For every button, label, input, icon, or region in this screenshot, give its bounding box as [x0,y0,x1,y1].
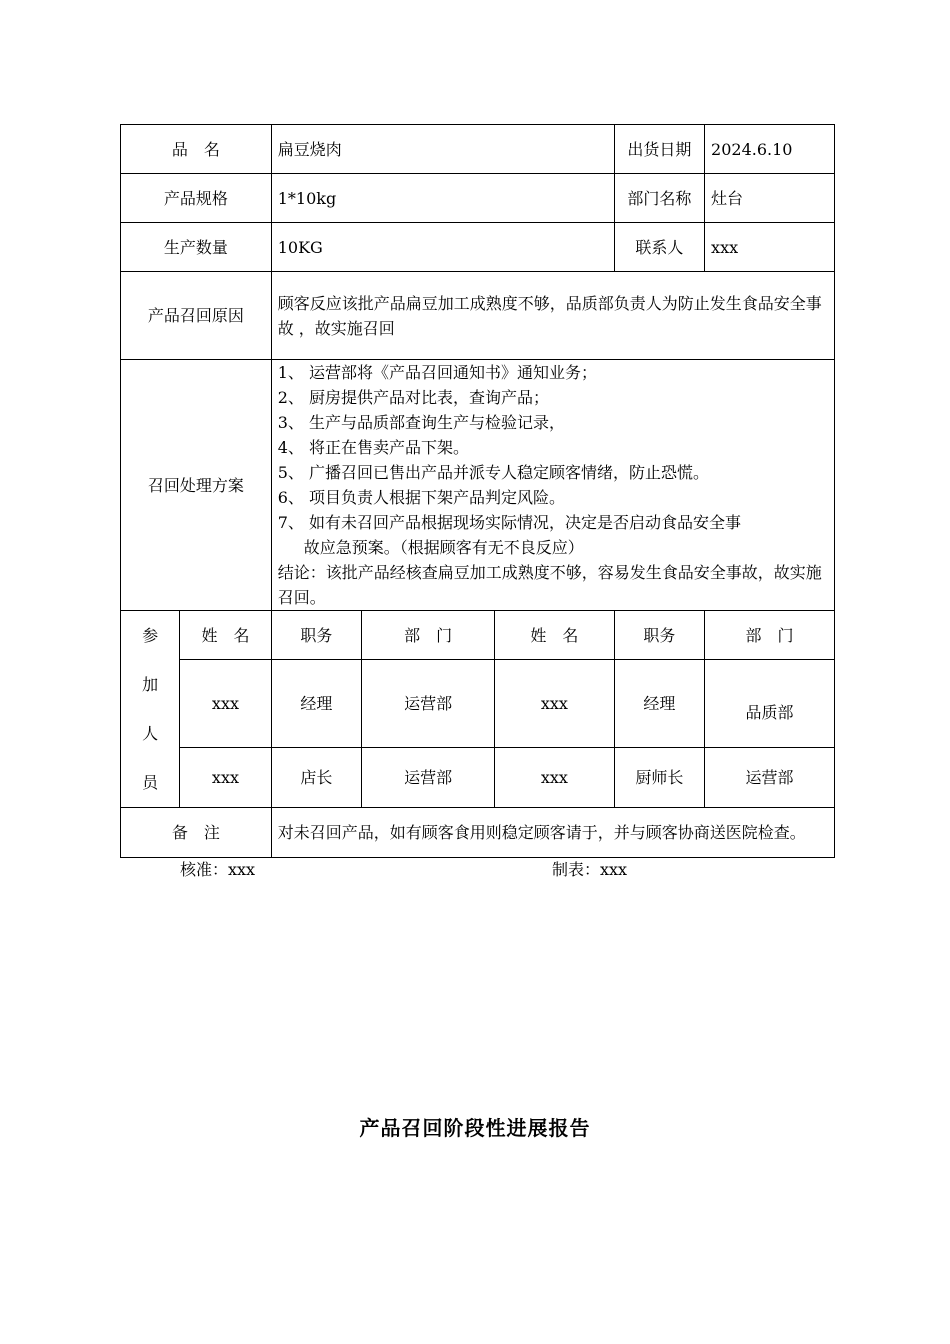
participant-department: 运营部 [362,660,495,747]
participants-row [121,660,835,747]
footer-approver: 核准：xxx [180,860,256,879]
header-name-1: 姓 名 [180,611,271,660]
row-spec [121,174,835,223]
participants-char-4: 员 [142,773,159,792]
participant-department: 运营部 [362,747,495,807]
label-spec: 产品规格 [121,174,272,223]
value-quantity: 10KG [271,223,614,272]
plan-step-1: 1、 运营部将《产品召回通知书》通知业务； [277,363,597,382]
value-recall-reason: 顾客反应该批产品扁豆加工成熟度不够，品质部负责人为防止发生食品安全事故 ，故实施召回 [271,272,834,360]
value-spec: 1*10kg [271,174,614,223]
row-recall-reason [121,272,835,360]
plan-step-4: 4、 将正在售卖产品下架。 [277,438,469,457]
plan-step-3: 3、 生产与品质部查询生产与检验记录， [277,413,565,432]
participants-char-2: 加 [142,675,159,694]
participants-char-1: 参 [142,626,159,645]
participant-position: 经理 [614,660,704,747]
participant-name: xxx [495,660,615,747]
plan-step-5: 5、 广播召回已售出产品并派专人稳定顾客情绪，防止恐慌。 [277,463,709,482]
label-participants [121,611,180,808]
label-product-name: 品 名 [121,125,272,174]
value-recall-plan [271,360,834,611]
row-remark [121,808,835,858]
label-ship-date: 出货日期 [614,125,704,174]
row-quantity [121,223,835,272]
participant-position: 店长 [271,747,361,807]
label-department: 部门名称 [614,174,704,223]
plan-step-6: 6、 项目负责人根据下架产品判定风险。 [277,488,565,507]
participants-header-row [121,611,835,660]
value-product-name: 扁豆烧肉 [271,125,614,174]
header-department-2: 部 门 [705,611,835,660]
header-name-2: 姓 名 [495,611,615,660]
participant-name: xxx [495,747,615,807]
report-title: 产品召回阶段性进展报告 [359,1116,591,1140]
label-recall-reason: 产品召回原因 [121,272,272,360]
label-contact: 联系人 [614,223,704,272]
plan-step-7: 7、 如有未召回产品根据现场实际情况，决定是否启动食品安全事 [277,513,741,532]
participant-department: 品质部 [705,660,835,747]
footer-preparer: 制表：xxx [552,860,628,879]
plan-step-2: 2、 厨房提供产品对比表，查询产品； [277,388,549,407]
plan-conclusion: 结论：该批产品经核查扁豆加工成熟度不够，容易发生食品安全事故，故实施召回。 [277,563,822,607]
label-quantity: 生产数量 [121,223,272,272]
header-position-2: 职务 [614,611,704,660]
participant-position: 经理 [271,660,361,747]
value-contact: xxx [705,223,835,272]
recall-form-table [120,124,835,858]
participant-position: 厨师长 [614,747,704,807]
plan-step-7-continued: 故应急预案。（根据顾客有无不良反应） [303,538,584,557]
value-remark: 对未召回产品，如有顾客食用则稳定顾客请于，并与顾客协商送医院检查。 [271,808,834,858]
label-remark: 备 注 [121,808,272,858]
value-department: 灶台 [705,174,835,223]
header-position-1: 职务 [271,611,361,660]
participants-char-3: 人 [142,724,159,743]
value-ship-date: 2024.6.10 [705,125,835,174]
participant-name: xxx [180,747,271,807]
participants-row [121,747,835,807]
header-department-1: 部 门 [362,611,495,660]
participant-department: 运营部 [705,747,835,807]
label-recall-plan: 召回处理方案 [121,360,272,611]
row-product-name [121,125,835,174]
row-recall-plan [121,360,835,611]
participant-name: xxx [180,660,271,747]
